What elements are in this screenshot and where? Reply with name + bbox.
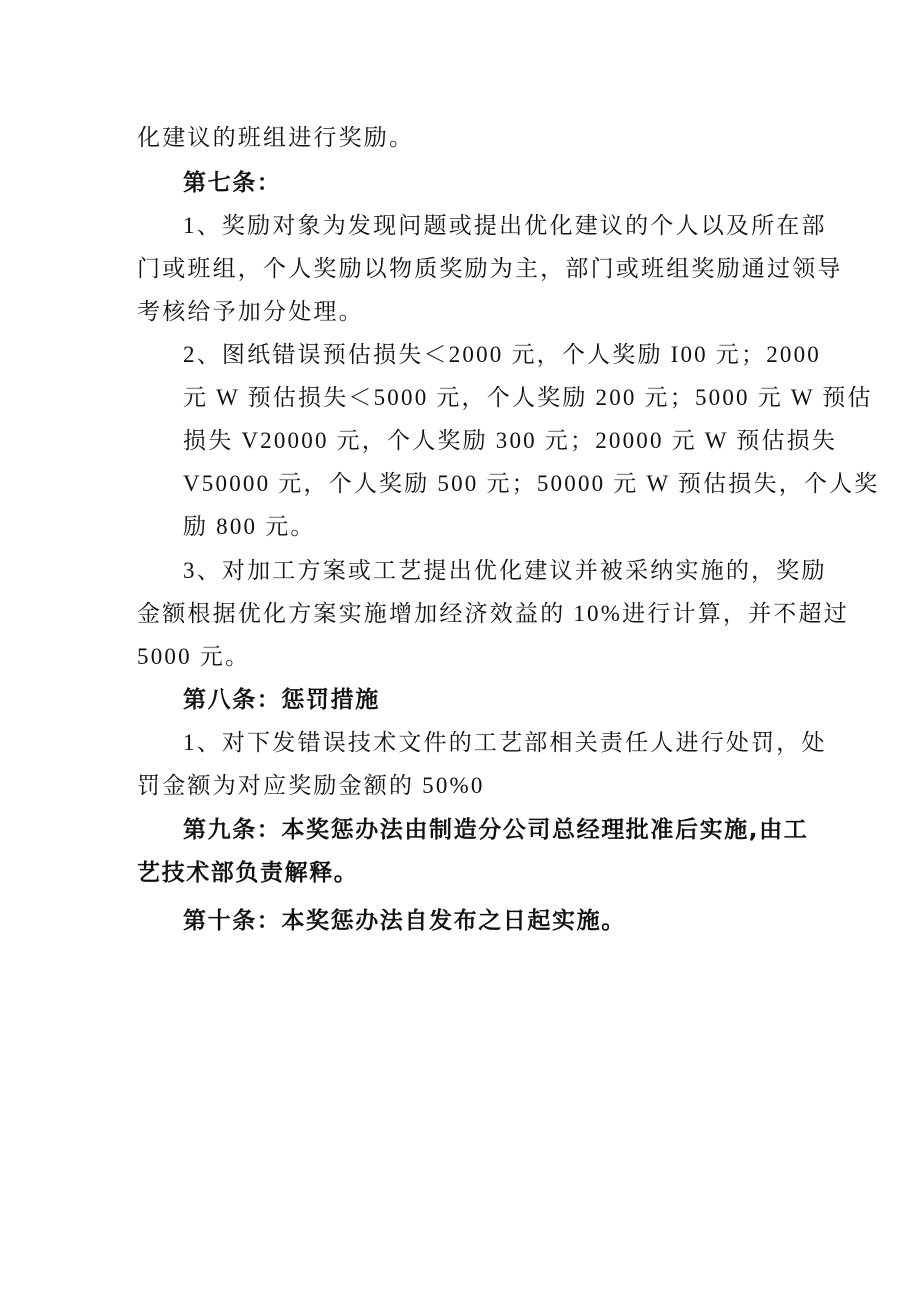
paragraph-line: 1、对下发错误技术文件的工艺部相关责任人进行处罚，处 xyxy=(183,730,827,755)
paragraph-line: 元 W 预估损失＜5000 元，个人奖励 200 元；5000 元 W 预估 xyxy=(183,385,873,410)
paragraph-line: V50000 元，个人奖励 500 元；50000 元 W 预估损失，个人奖 xyxy=(183,471,880,496)
paragraph-line: 2、图纸错误预估损失＜2000 元，个人奖励 I00 元；2000 xyxy=(183,342,822,367)
paragraph-line: 5000 元。 xyxy=(137,644,251,669)
paragraph-line: 金额根据优化方案实施增加经济效益的 10%进行计算，并不超过 xyxy=(137,601,849,626)
article-7-heading: 第七条： xyxy=(183,170,282,196)
article-9-line: 第九条：本奖惩办法由制造分公司总经理批准后实施,由工 xyxy=(183,817,809,843)
article-8-heading: 第八条：惩罚措施 xyxy=(183,687,380,713)
paragraph-line: 罚金额为对应奖励金额的 50%0 xyxy=(137,773,485,798)
article-9-line: 艺技术部负责解释。 xyxy=(137,860,359,886)
article-10-line: 第十条：本奖惩办法自发布之日起实施。 xyxy=(183,908,626,934)
paragraph-line: 1、奖励对象为发现问题或提出优化建议的个人以及所在部 xyxy=(183,213,827,238)
paragraph-line: 考核给予加分处理。 xyxy=(137,299,364,324)
paragraph-line: 3、对加工方案或工艺提出优化建议并被采纳实施的，奖励 xyxy=(183,558,827,583)
paragraph-line: 损失 V20000 元，个人奖励 300 元；20000 元 W 预估损失 xyxy=(183,428,838,453)
paragraph-line: 化建议的班组进行奖励。 xyxy=(137,125,415,150)
paragraph-line: 门或班组，个人奖励以物质奖励为主，部门或班组奖励通过领导 xyxy=(137,256,843,281)
paragraph-line: 励 800 元。 xyxy=(183,514,316,539)
